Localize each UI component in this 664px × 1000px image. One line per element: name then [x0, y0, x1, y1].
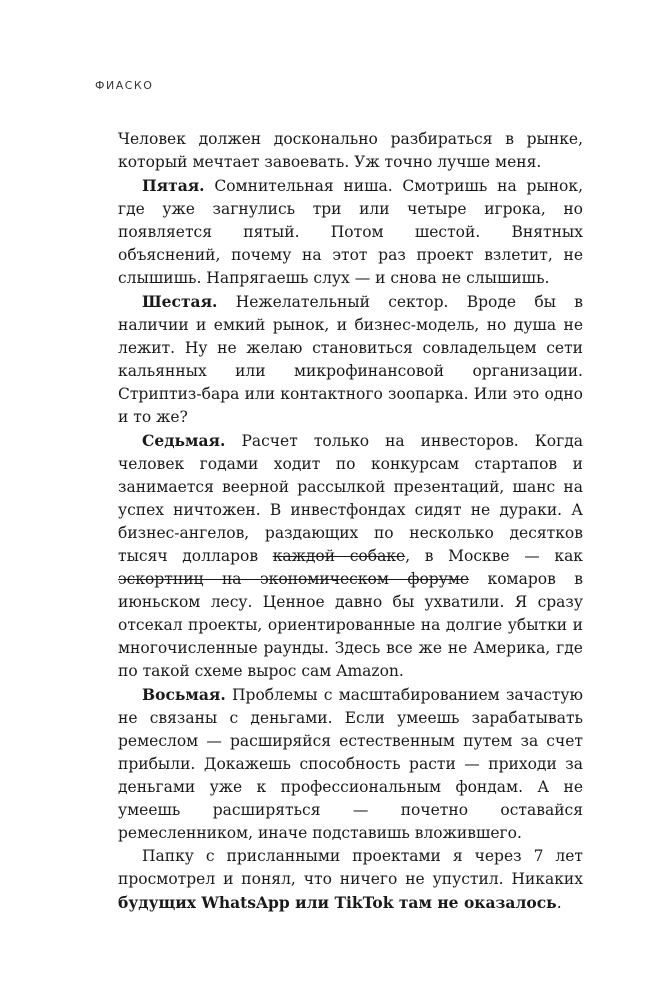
paragraph-text: , в Москве — как: [405, 547, 583, 565]
bold-text: будущих WhatsApp или TikTok там не оказалось: [118, 893, 557, 912]
paragraph-lead: Шестая.: [142, 292, 218, 311]
paragraph-text: Папку с присланными проектами я через 7 лет просмотрел и понял, что ничего не упустил. Никаких: [118, 847, 583, 888]
paragraph: [118, 174, 583, 290]
paragraph: [118, 128, 583, 174]
strikethrough-text: эскортниц на экономическом форуме: [118, 570, 470, 588]
paragraph-text: Человек должен досконально разбираться в рынке, который мечтает завоевать. Уж точно лучше меня.: [118, 130, 583, 171]
paragraph: [118, 845, 583, 915]
paragraph-text: Сомнительная ниша. Смотришь на рынок, где уже загнулись три или четыре игрока, но появляется пятый. Потом шестой. Внятных объяснений, почему на этот раз проект взлетит, не слышишь. Напрягаешь слух — и снова не слышишь.: [118, 177, 583, 287]
paragraph-text: Проблемы с масштабированием зачастую не связаны с деньгами. Если умеешь зарабатывать ремеслом — расширяйся естественным путем за счет прибыли. Докажешь способность расти — приходи за деньгами уже к профессиональным фондам. А не умеешь расширяться — почетно оставайся ремесленником, иначе подставишь вложившего.: [118, 686, 583, 842]
paragraph: [118, 429, 583, 683]
body-text: [118, 128, 583, 915]
paragraph: [118, 290, 583, 429]
paragraph-text: Нежелательный сектор. Вроде бы в наличии и емкий рынок, и бизнес-модель, но душа не лежит. Ну не желаю становиться совладельцем сети кальянных или микрофинансовой организации. Стриптиз-бара или контактного зоопарка. Или это одно и то же?: [118, 293, 583, 426]
paragraph-text: комаров в июньском лесу. Ценное давно бы ухватили. Я сразу отсекал проекты, ориентированные на долгие убытки и многочисленные раунды. Здесь все же не Америка, где по такой схеме вырос сам Amazon.: [118, 570, 583, 680]
running-head: ФИАСКО: [95, 79, 154, 92]
paragraph-lead: Восьмая.: [142, 685, 226, 704]
paragraph-lead: Седьмая.: [142, 431, 226, 450]
paragraph-text: .: [556, 894, 562, 912]
paragraph-text: Расчет только на инвесторов. Когда человек годами ходит по конкурсам стартапов и занимается веерной рассылкой презентаций, шанс на успех ничтожен. В инвестфондах сидят не дураки. А бизнес-ангелов, раздающих по несколько десятков тысяч долларов: [118, 432, 583, 565]
paragraph-lead: Пятая.: [142, 176, 205, 195]
paragraph: [118, 683, 583, 845]
strikethrough-text: каждой собаке: [272, 547, 406, 565]
